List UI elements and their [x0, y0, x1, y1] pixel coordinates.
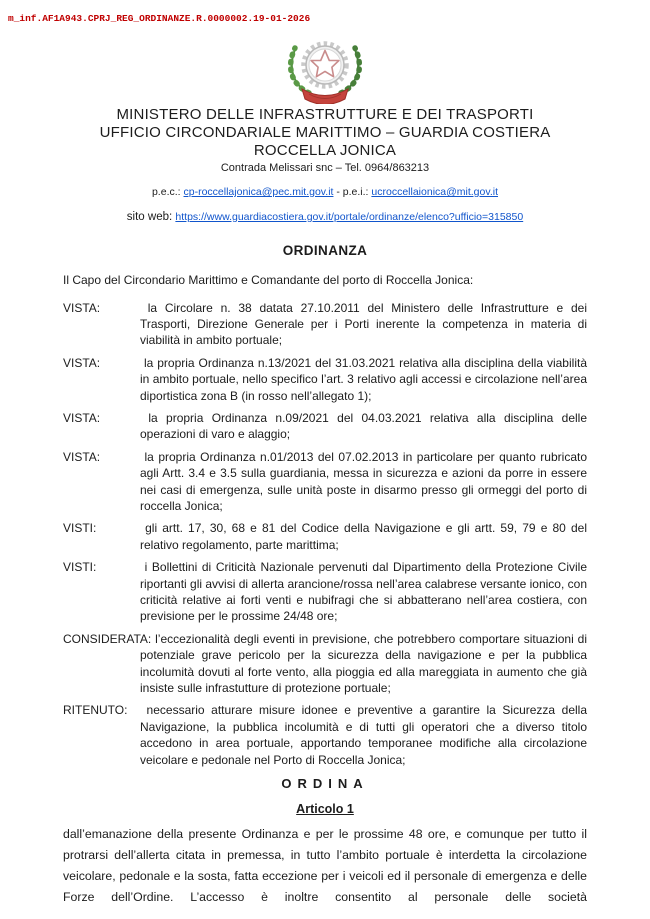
office-city: ROCCELLA JONICA	[253, 142, 397, 159]
clause-label: VISTA:	[63, 355, 101, 370]
clause-label: VISTI:	[63, 560, 97, 575]
clause	[63, 559, 587, 625]
document-title: ORDINANZA	[282, 242, 368, 258]
document-header	[0, 0, 650, 224]
clause-text: gli artt. 17, 30, 68 e 81 del Codice della Navigazione e gli artt. 59, 79 e 80 del relativo regolamento, parte marittima;	[140, 521, 587, 552]
clause-text: la propria Ordinanza n.01/2013 del 07.02.2013 in particolare per quanto rubricato agli Artt. 3.4 e 3.5 sulla guardiania, messa in sicurezza e azioni da porre in essere nei casi di emergenza, sulle unità poste in disarmo presso gli ormeggi del porto di roccella Jonica;	[140, 449, 587, 513]
pei-email-link[interactable]: ucroccellaionica@mit.gov.it	[371, 186, 499, 198]
clause-text: la propria Ordinanza n.09/2021 del 04.03.2021 relativa alla disciplina delle operazioni di varo e alaggio;	[140, 410, 587, 442]
clause-label: CONSIDERATA:	[63, 631, 152, 646]
clause	[63, 300, 587, 349]
ordina-heading: ORDINA	[281, 776, 369, 792]
pec-label: p.e.c.:	[151, 186, 181, 198]
protocol-number: m_inf.AF1A943.CPRJ_REG_ORDINANZE.R.0000002.19-01-2026	[8, 13, 311, 24]
italian-republic-emblem-icon	[273, 34, 377, 104]
website-label: sito web:	[126, 210, 173, 223]
clause	[63, 702, 587, 768]
clause	[63, 355, 587, 404]
article-text: dall’emanazione della presente Ordinanza e per le prossime 48 ore, e comunque per tutto il protrarsi dell’allerta citata in premessa, in tutto l’ambito portuale è interdetta la circolazione veicolare, pedonale e la sosta, fatta eccezione per i veicoli ed il personale di emergenza e delle Forze dell’Ordine. L’accesso è inoltre consentito al personale delle società	[63, 827, 587, 905]
article-title-wrap	[63, 800, 587, 818]
clause	[63, 631, 587, 697]
clause	[63, 520, 587, 553]
document-body	[0, 272, 650, 909]
preamble-line: Il Capo del Circondario Marittimo e Comandante del porto di Roccella Jonica:	[63, 272, 474, 287]
clause-text: l’eccezionalità degli eventi in previsione, che potrebbero comportare situazioni di potenziale grave pericolo per la sicurezza della navigazione e per la pubblica incolumità dovuti al forte vento, alla pioggia ed alla mareggiata in aumento che già insiste sulle infrastutture di protezione portuale;	[140, 631, 587, 696]
clause-text: la propria Ordinanza n.13/2021 del 31.03.2021 relativa alla disciplina della viabilità in ambito portuale, nello specifico l’art. 3 relativo agli accessi e circolazione nell’area diportistica zona B (in rosso nell’allegato 1);	[140, 355, 587, 403]
article-title: Articolo 1	[296, 802, 354, 817]
clause	[63, 410, 587, 443]
clause-text: la Circolare n. 38 datata 27.10.2011 del Ministero delle Infrastrutture e dei Trasporti, Direzione Generale per i Porti inerente la competenza in materia di viabilità in ambito portuale;	[140, 300, 587, 348]
website-link[interactable]: https://www.guardiacostiera.gov.it/portale/ordinanze/elenco?ufficio=315850	[175, 210, 524, 223]
clause-label: RITENUTO:	[63, 703, 128, 718]
pei-label: p.e.i.:	[342, 186, 369, 198]
clause-text: necessario atturare misure idonee e preventive a garantire la Sicurezza della Navigazione, la pubblica incolumità e di tutti gli operatori che a diverso titolo accedono in area portuale, apportando temporanee modifiche alla circolazione veicolare e pedonale nel Porto di Roccella Jonica;	[140, 703, 587, 767]
clause-label: VISTA:	[63, 449, 101, 464]
pec-email-link[interactable]: cp-roccellajonica@pec.mit.gov.it	[183, 186, 334, 198]
clause-label: VISTA:	[63, 410, 101, 425]
office-name: UFFICIO CIRCONDARIALE MARITTIMO – GUARDIA COSTIERA	[99, 124, 551, 141]
contacts-line	[0, 186, 650, 199]
clause-text: i Bollettini di Criticità Nazionale pervenuti dal Dipartimento della Protezione Civile riportanti gli avvisi di allerta arancione/rossa nell’area calabrese versante ionico, con criticità relative ai forti venti e nubifragi che si abbatterano nell’area costiera, con previsione per le prossime 24/48 ore;	[140, 560, 587, 624]
office-address: Contrada Melissari snc – Tel. 0964/863213	[220, 162, 430, 174]
website-line	[0, 210, 650, 224]
clause-label: VISTA:	[63, 300, 101, 315]
clauses-list	[63, 300, 587, 769]
ministry-name: MINISTERO DELLE INFRASTRUTTURE E DEI TRASPORTI	[116, 106, 534, 123]
clause	[63, 449, 587, 515]
clause-label: VISTI:	[63, 521, 97, 536]
contacts-separator: -	[336, 186, 340, 198]
